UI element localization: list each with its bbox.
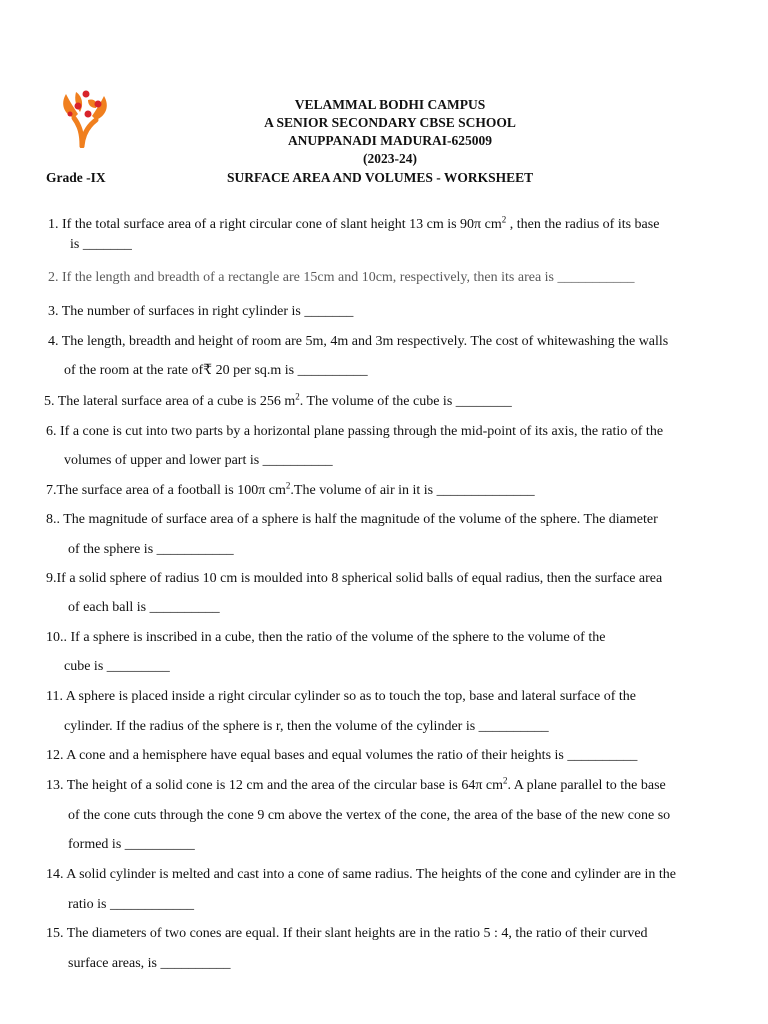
question-15-line-1: 15. The diameters of two cones are equal. If their slant heights are in the ratio 5 : 4, the ratio of their curved <box>46 926 648 941</box>
question-9-line-1: 9.If a solid sphere of radius 10 cm is moulded into 8 spherical solid balls of equal radius, then the surface area <box>46 571 663 586</box>
academic-year: (2023-24) <box>363 151 417 166</box>
question-14-line-1: 14. A solid cylinder is melted and cast into a cone of same radius. The heights of the cone and cylinder are in the <box>46 867 676 882</box>
question-6-line-2: volumes of upper and lower part is __________ <box>64 453 333 468</box>
grade-label: Grade -IX <box>46 170 106 185</box>
question-1-line-1: 1. If the total surface area of a right circular cone of slant height 13 cm is 90π $cm^2$ , then the radius of its base <box>48 214 660 232</box>
question-1-line-2: is _______ <box>70 237 132 252</box>
question-13-line-1: 13. The height of a solid cone is 12 cm and the area of the circular base is 64π $cm^2$. A plane parallel to the base <box>46 775 666 793</box>
question-4-line-2: of the room at the rate of₹ 20 per sq.m is __________ <box>64 363 368 378</box>
question-3: 3. The number of surfaces in right cylinder is _______ <box>48 304 354 319</box>
question-4-line-1: 4. The length, breadth and height of room are 5m, 4m and 3m respectively. The cost of whitewashing the walls <box>48 334 669 349</box>
question-12: 12. A cone and a hemisphere have equal bases and equal volumes the ratio of their heights is __________ <box>46 748 638 763</box>
question-10-line-2: cube is _________ <box>64 659 170 674</box>
question-14-line-2: ratio is ____________ <box>68 897 194 912</box>
question-9-line-2: of each ball is __________ <box>68 600 220 615</box>
school-type: A SENIOR SECONDARY CBSE SCHOOL <box>264 115 516 130</box>
school-name: VELAMMAL BODHI CAMPUS <box>294 97 486 112</box>
question-2: 2. If the length and breadth of a rectangle are 15cm and 10cm, respectively, then its area is ___________ <box>48 270 635 285</box>
question-5: 5. The lateral surface area of a cube is 256 $m^2$. The volume of the cube is ________ <box>44 391 512 409</box>
question-15-line-2: surface areas, is __________ <box>68 956 231 971</box>
question-13-line-3: formed is __________ <box>68 837 195 852</box>
question-13-line-2: of the cone cuts through the cone 9 cm above the vertex of the cone, the area of the base of the new cone so <box>68 808 671 823</box>
question-7: 7.The surface area of a football is 100π $cm^2.The$ volume of air in it is ______________ <box>46 480 535 498</box>
school-address: ANUPPANADI MADURAI-625009 <box>287 133 493 148</box>
question-8-line-1: 8.. The magnitude of surface area of a sphere is half the magnitude of the volume of the sphere. The diameter <box>46 512 658 527</box>
question-10-line-1: 10.. If a sphere is inscribed in a cube, then the ratio of the volume of the sphere to the volume of the <box>46 630 606 645</box>
question-11-line-1: 11. A sphere is placed inside a right circular cylinder so as to touch the top, base and lateral surface of the <box>46 689 637 704</box>
tree-logo-icon <box>52 84 116 148</box>
worksheet-title: SURFACE AREA AND VOLUMES - WORKSHEET <box>227 170 534 185</box>
question-6-line-1: 6. If a cone is cut into two parts by a horizontal plane passing through the mid-point of its axis, the ratio of the <box>46 424 664 439</box>
question-11-line-2: cylinder. If the radius of the sphere is r, then the volume of the cylinder is __________ <box>64 719 549 734</box>
question-8-line-2: of the sphere is ___________ <box>68 542 234 557</box>
